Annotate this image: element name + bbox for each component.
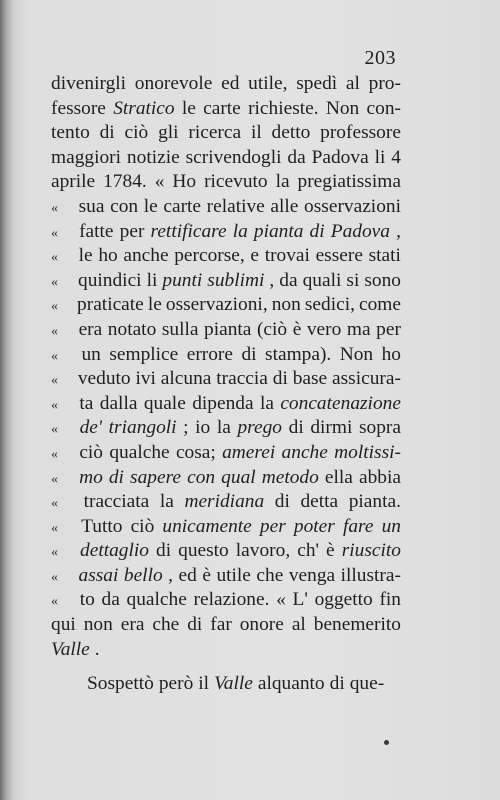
word: Valle bbox=[51, 638, 90, 660]
word: cosa; bbox=[175, 441, 216, 463]
quote-mark: « bbox=[51, 299, 58, 315]
word: onorevole bbox=[134, 73, 213, 94]
quote-mark: « bbox=[51, 569, 58, 585]
word: maggiori bbox=[51, 146, 122, 168]
quote-mark: « bbox=[51, 446, 58, 462]
text-line bbox=[51, 244, 401, 269]
text-line bbox=[51, 416, 401, 441]
word: il bbox=[250, 122, 262, 144]
word: da bbox=[287, 146, 306, 168]
word: Non bbox=[325, 97, 360, 119]
word: dirmi bbox=[310, 417, 353, 439]
quote-mark: « bbox=[51, 274, 58, 290]
quote-mark: « bbox=[51, 200, 58, 216]
paragraph-gap bbox=[51, 662, 401, 672]
word: dipenda bbox=[192, 392, 254, 414]
word: Stratico bbox=[113, 97, 175, 119]
word: « bbox=[154, 171, 165, 193]
word: semplice bbox=[109, 343, 179, 365]
word: divenirgli bbox=[51, 73, 127, 94]
word: con bbox=[110, 195, 139, 217]
quote-mark: « bbox=[51, 496, 58, 512]
word: qual bbox=[221, 466, 256, 488]
quote-mark: « bbox=[51, 348, 58, 364]
word: questo bbox=[178, 540, 229, 562]
text-line bbox=[51, 146, 401, 171]
word: Sospettò bbox=[87, 673, 154, 695]
text-line bbox=[51, 490, 401, 515]
word: è bbox=[292, 318, 302, 340]
page-number: 203 bbox=[364, 47, 396, 69]
word: veduto bbox=[77, 368, 131, 390]
word: punti bbox=[162, 269, 203, 291]
word: richieste. bbox=[248, 97, 319, 119]
word: di bbox=[272, 368, 288, 390]
word: to bbox=[79, 589, 95, 611]
word: praticate bbox=[77, 294, 144, 316]
word: ciò bbox=[79, 441, 104, 463]
word: base bbox=[292, 368, 328, 390]
word: è bbox=[326, 540, 335, 562]
word: rettificare bbox=[150, 220, 227, 242]
word: Ho bbox=[172, 171, 197, 193]
word: come bbox=[358, 294, 401, 316]
word: pianta bbox=[204, 318, 252, 340]
quote-mark: « bbox=[51, 323, 58, 339]
word: onore bbox=[239, 614, 284, 636]
quote-mark: « bbox=[51, 225, 58, 241]
word: benemerito bbox=[313, 614, 401, 636]
text-line bbox=[51, 515, 401, 540]
quote-mark: « bbox=[51, 520, 58, 536]
text-line bbox=[51, 97, 401, 122]
word: Non bbox=[339, 343, 374, 365]
word: era bbox=[120, 614, 145, 636]
word: alcuna bbox=[160, 368, 212, 390]
word: , bbox=[168, 564, 174, 586]
text-line bbox=[51, 367, 401, 392]
word: alquanto bbox=[257, 673, 325, 695]
word: la bbox=[159, 491, 174, 513]
text-line bbox=[51, 638, 401, 663]
word: da bbox=[101, 589, 120, 611]
word: e bbox=[250, 245, 260, 267]
word: venga bbox=[288, 564, 336, 586]
word: far bbox=[210, 614, 232, 636]
quote-mark: « bbox=[51, 545, 58, 561]
word: li bbox=[374, 146, 386, 168]
quote-mark: « bbox=[51, 373, 58, 389]
word: (ciò bbox=[256, 318, 288, 340]
word: L' bbox=[292, 589, 308, 611]
word: ricerca bbox=[188, 122, 242, 144]
text-line bbox=[51, 121, 401, 146]
word: dettaglio bbox=[80, 540, 149, 562]
word: detto bbox=[271, 122, 311, 144]
quote-mark: « bbox=[51, 471, 58, 487]
word: oggetto bbox=[314, 589, 373, 611]
text-line bbox=[51, 195, 401, 220]
word: professore bbox=[320, 122, 401, 144]
ink-speck bbox=[384, 740, 389, 745]
word: riuscito bbox=[341, 540, 401, 562]
word: lavoro, bbox=[235, 540, 291, 562]
text-line bbox=[51, 466, 401, 491]
word: per bbox=[376, 318, 401, 340]
word: de' bbox=[79, 417, 103, 439]
word: ; bbox=[183, 417, 189, 439]
word: Tutto bbox=[81, 515, 123, 537]
word: per bbox=[259, 515, 286, 537]
word: con- bbox=[366, 97, 401, 119]
word: 4 bbox=[391, 146, 401, 168]
word: le bbox=[147, 294, 162, 316]
text-line bbox=[51, 588, 401, 613]
word: di bbox=[187, 614, 203, 636]
word: fin bbox=[379, 589, 401, 611]
word: relazione. bbox=[193, 589, 270, 611]
word: sedici, bbox=[304, 294, 355, 316]
word: la bbox=[275, 171, 290, 193]
word: ed bbox=[221, 73, 240, 94]
word: pro- bbox=[368, 73, 401, 94]
word: di bbox=[108, 466, 124, 488]
word: bello bbox=[123, 564, 163, 586]
word: si bbox=[346, 269, 360, 291]
word: tracciata bbox=[83, 491, 150, 513]
word: , bbox=[396, 220, 401, 242]
word: detta bbox=[300, 491, 339, 513]
word: que- bbox=[349, 673, 385, 695]
word: stati bbox=[368, 245, 401, 267]
word: dalla bbox=[99, 392, 138, 414]
word: trovai bbox=[264, 245, 310, 267]
word: la bbox=[232, 220, 248, 242]
word: , bbox=[269, 269, 275, 291]
word: sulla bbox=[161, 318, 199, 340]
text-line bbox=[51, 318, 401, 343]
word: notato bbox=[107, 318, 157, 340]
word: gli bbox=[158, 122, 179, 144]
word: quale bbox=[143, 392, 186, 414]
word: era bbox=[78, 318, 103, 340]
word: assai bbox=[78, 564, 119, 586]
word: ella bbox=[324, 466, 353, 488]
word: metodo bbox=[261, 466, 319, 488]
word: di bbox=[156, 540, 172, 562]
text-line bbox=[51, 220, 401, 245]
quote-mark: « bbox=[51, 250, 58, 266]
text-line bbox=[51, 293, 401, 318]
word: utile bbox=[216, 564, 251, 586]
word: di bbox=[288, 417, 304, 439]
word: ivi bbox=[135, 368, 156, 390]
word: meridiana bbox=[184, 491, 265, 513]
word: relative bbox=[206, 195, 265, 217]
word: osservazioni bbox=[304, 195, 401, 217]
word: ed bbox=[178, 564, 197, 586]
word: anche bbox=[123, 245, 169, 267]
word: utile, bbox=[248, 73, 288, 94]
word: vero bbox=[306, 318, 342, 340]
word: essere bbox=[315, 245, 363, 267]
word: li bbox=[146, 269, 158, 291]
word: sono bbox=[364, 269, 401, 291]
word: stampa). bbox=[265, 343, 332, 365]
text-line bbox=[51, 343, 401, 368]
word: le bbox=[181, 97, 196, 119]
word: quali bbox=[302, 269, 342, 291]
word: sublimi bbox=[207, 269, 265, 291]
word: Padova bbox=[311, 146, 369, 168]
word: ho bbox=[381, 343, 401, 365]
word: ho bbox=[98, 245, 118, 267]
quote-mark: « bbox=[51, 397, 58, 413]
word: la bbox=[216, 417, 231, 439]
word: ta bbox=[79, 392, 94, 414]
word: alle bbox=[270, 195, 299, 217]
word: errore bbox=[186, 343, 233, 365]
word: pianta. bbox=[348, 491, 401, 513]
word: di bbox=[274, 491, 290, 513]
word: qualche bbox=[126, 589, 187, 611]
word: poter bbox=[293, 515, 335, 537]
text-line bbox=[51, 672, 401, 697]
word: abbia bbox=[358, 466, 401, 488]
word: io bbox=[195, 417, 211, 439]
word: un bbox=[81, 343, 101, 365]
word: . bbox=[94, 638, 100, 660]
word: di bbox=[309, 220, 325, 242]
word: ma bbox=[346, 318, 371, 340]
word: concatenazione bbox=[280, 392, 401, 414]
word: moltissi- bbox=[334, 441, 401, 463]
word: 1784. bbox=[103, 171, 147, 193]
word: con bbox=[187, 466, 216, 488]
word: di bbox=[241, 343, 257, 365]
word: le bbox=[78, 245, 93, 267]
word: mo bbox=[79, 466, 103, 488]
word: unicamente bbox=[162, 515, 252, 537]
word: aprile bbox=[51, 171, 96, 193]
word: notizie bbox=[126, 146, 180, 168]
word: « bbox=[276, 589, 286, 611]
word: qui bbox=[51, 614, 76, 636]
word: pianta bbox=[253, 220, 304, 242]
word: carte bbox=[203, 97, 241, 119]
word: prego bbox=[237, 417, 283, 439]
word: assicura- bbox=[332, 368, 401, 390]
word: amerei bbox=[222, 441, 276, 463]
text-line bbox=[51, 72, 401, 97]
word: fatte bbox=[79, 220, 114, 242]
text-line bbox=[51, 564, 401, 589]
word: triangoli bbox=[108, 417, 177, 439]
word: ch' bbox=[297, 540, 320, 562]
word: però bbox=[158, 673, 194, 695]
quote-mark: « bbox=[51, 594, 58, 610]
word: sua bbox=[78, 195, 105, 217]
text-line bbox=[51, 539, 401, 564]
word: carte bbox=[163, 195, 202, 217]
word: che bbox=[152, 614, 180, 636]
word: sopra bbox=[358, 417, 401, 439]
word: traccia bbox=[216, 368, 268, 390]
word: sapere bbox=[130, 466, 182, 488]
word: di bbox=[329, 673, 345, 695]
word: qualche bbox=[109, 441, 170, 463]
word: ricevuto bbox=[204, 171, 268, 193]
word: ciò bbox=[124, 122, 149, 144]
word: anche bbox=[281, 441, 328, 463]
text-line bbox=[51, 613, 401, 638]
word: è bbox=[202, 564, 211, 586]
word: non bbox=[271, 294, 301, 316]
word: di bbox=[99, 122, 115, 144]
word: la bbox=[259, 392, 274, 414]
word: un bbox=[381, 515, 401, 537]
quote-mark: « bbox=[51, 422, 58, 438]
word: il bbox=[198, 673, 210, 695]
word: che bbox=[256, 564, 284, 586]
body-text bbox=[51, 72, 401, 697]
word: Padova bbox=[330, 220, 390, 242]
text-line bbox=[51, 441, 401, 466]
word: al bbox=[345, 73, 360, 94]
word: tento bbox=[51, 122, 90, 144]
word: percorse, bbox=[174, 245, 245, 267]
text-line bbox=[51, 170, 401, 195]
word: quindici bbox=[78, 269, 142, 291]
word: le bbox=[143, 195, 158, 217]
text-line bbox=[51, 392, 401, 417]
word: osservazioni, bbox=[165, 294, 268, 316]
word: spedì bbox=[296, 73, 338, 94]
word: ciò bbox=[130, 515, 155, 537]
word: per bbox=[119, 220, 145, 242]
word: illustra- bbox=[340, 564, 401, 586]
word: fessore bbox=[51, 97, 106, 119]
word: pregiatissima bbox=[297, 171, 401, 193]
word: scrivendogli bbox=[185, 146, 282, 168]
text-line bbox=[51, 269, 401, 294]
word: da bbox=[279, 269, 298, 291]
word: fare bbox=[342, 515, 374, 537]
word: Valle bbox=[214, 673, 253, 695]
word: al bbox=[291, 614, 306, 636]
word: non bbox=[83, 614, 113, 636]
